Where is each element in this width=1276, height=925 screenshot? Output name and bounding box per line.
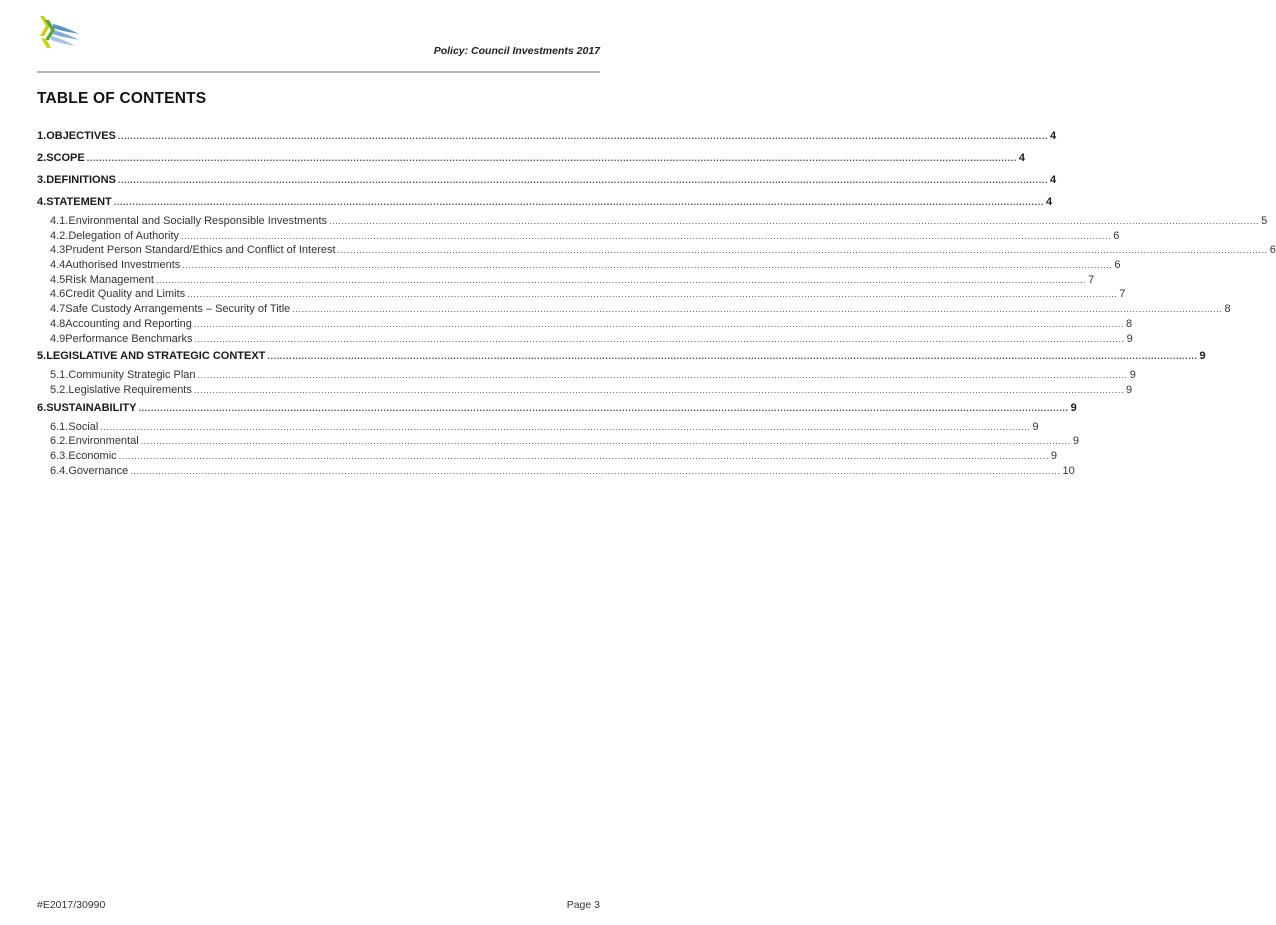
toc-dot-leader: ............................................................................................................................................................................................................................................................................................................	[86, 153, 1017, 163]
toc-entry-label: SUSTAINABILITY	[46, 401, 137, 414]
toc-entry-page: 9	[1050, 449, 1057, 462]
toc-entry-label: Environmental and Socially Responsible Investments	[68, 215, 327, 227]
toc-entry-number: 6.1.	[50, 420, 69, 433]
toc-subsection-entry[interactable]	[37, 383, 1133, 399]
toc-entry-page: 6	[1269, 244, 1276, 257]
toc-section-entry[interactable]	[37, 196, 1053, 215]
toc-subsection-entry[interactable]	[37, 435, 1079, 450]
toc-dot-leader: ............................................................................................................................................................................................................................................................................................................	[117, 175, 1049, 185]
toc-subsection-entry[interactable]	[37, 449, 1057, 465]
toc-section-entry[interactable]	[37, 401, 1077, 421]
toc-entry-label: DEFINITIONS	[46, 174, 116, 186]
toc-entry-number: 5.1.	[50, 369, 69, 382]
toc-entry-page: 8	[1224, 303, 1231, 316]
toc-section-entry[interactable]	[37, 350, 1206, 369]
document-reference: #E2017/30990	[37, 899, 106, 911]
toc-entry-number: 6.	[37, 401, 47, 414]
toc-entry-label: Accounting and Reporting	[65, 317, 192, 330]
toc-dot-leader: ............................................................................................................................................................................................................................................................................................................	[292, 304, 1223, 315]
toc-dot-leader: ............................................................................................................................................................................................................................................................................................................	[118, 450, 1049, 461]
toc-entry-page: 6	[1113, 229, 1120, 242]
toc-entry-label: STATEMENT	[46, 196, 112, 208]
toc-subsection-entry[interactable]	[37, 215, 1268, 230]
council-logo-icon	[37, 14, 81, 52]
toc-entry-number: 5.	[37, 350, 47, 363]
toc-entry-number: 2.	[37, 152, 47, 164]
toc-entry-page: 4	[1018, 152, 1025, 164]
toc-subsection-entry[interactable]	[37, 259, 1121, 274]
toc-entry-label: Environmental	[68, 435, 139, 448]
toc-entry-page: 4	[1050, 174, 1057, 186]
toc-subsection-entry[interactable]	[37, 229, 1120, 245]
toc-section-entry[interactable]	[37, 130, 1057, 149]
toc-dot-leader: ............................................................................................................................................................................................................................................................................................................	[267, 351, 1198, 362]
toc-entry-page: 9	[1129, 369, 1136, 382]
toc-entry-number: 4.	[37, 196, 47, 208]
page-number: Page 3	[566, 899, 600, 911]
toc-entry-label: Delegation of Authority	[68, 229, 180, 242]
toc-section-entry[interactable]	[37, 174, 1057, 193]
toc-entry-number: 1.	[37, 130, 47, 142]
toc-subsection-entry[interactable]	[37, 420, 1039, 436]
toc-subsection-entry[interactable]	[37, 464, 1075, 480]
toc-subsection-entry[interactable]	[37, 288, 1126, 303]
toc-dot-leader: ............................................................................................................................................................................................................................................................................................................	[181, 230, 1112, 241]
header-divider	[37, 71, 600, 73]
toc-subsection-entry[interactable]	[37, 244, 1276, 259]
toc-entry-number: 4.6	[50, 288, 66, 301]
toc-subsection-entry[interactable]	[37, 273, 1095, 289]
toc-entry-label: Performance Benchmarks	[65, 332, 193, 345]
toc-entry-label: Governance	[68, 464, 129, 477]
toc-entry-label: Prudent Person Standard/Ethics and Conflict of Interest	[65, 244, 336, 257]
toc-entry-number: 4.3	[50, 244, 66, 257]
table-of-contents	[37, 130, 1276, 479]
toc-entry-number: 4.1.	[50, 215, 69, 227]
toc-subsection-entry[interactable]	[37, 369, 1136, 384]
toc-entry-label: Authorised Investments	[65, 259, 181, 272]
toc-entry-page: 7	[1088, 273, 1095, 286]
toc-dot-leader: ............................................................................................................................................................................................................................................................................................................	[140, 436, 1071, 447]
toc-entry-number: 6.2.	[50, 435, 69, 448]
toc-entry-number: 5.2.	[50, 383, 69, 396]
toc-entry-label: Credit Quality and Limits	[65, 288, 186, 301]
toc-entry-number: 4.5	[50, 273, 66, 286]
toc-dot-leader: ............................................................................................................................................................................................................................................................................................................	[329, 216, 1260, 226]
toc-dot-leader: ............................................................................................................................................................................................................................................................................................................	[113, 197, 1044, 207]
toc-entry-label: OBJECTIVES	[46, 130, 116, 142]
toc-entry-number: 4.9	[50, 332, 66, 345]
toc-dot-leader: ............................................................................................................................................................................................................................................................................................................	[100, 421, 1031, 432]
toc-dot-leader: ............................................................................................................................................................................................................................................................................................................	[337, 245, 1268, 256]
toc-entry-label: LEGISLATIVE AND STRATEGIC CONTEXT	[46, 350, 266, 363]
toc-entry-page: 8	[1126, 317, 1133, 330]
toc-entry-label: Legislative Requirements	[68, 383, 192, 396]
toc-subsection-entry[interactable]	[37, 317, 1133, 333]
toc-entry-number: 6.3.	[50, 449, 69, 462]
toc-dot-leader: ............................................................................................................................................................................................................................................................................................................	[187, 289, 1118, 300]
toc-dot-leader: ............................................................................................................................................................................................................................................................................................................	[193, 318, 1125, 329]
toc-section-entry[interactable]	[37, 152, 1025, 171]
toc-entry-label: SCOPE	[46, 152, 85, 164]
toc-entry-number: 4.8	[50, 317, 66, 330]
policy-title: Policy: Council Investments 2017	[433, 45, 600, 57]
toc-subsection-entry[interactable]	[37, 332, 1133, 348]
toc-dot-leader: ............................................................................................................................................................................................................................................................................................................	[182, 260, 1113, 271]
toc-entry-page: 9	[1199, 350, 1206, 363]
toc-entry-page: 9	[1072, 435, 1079, 448]
toc-entry-number: 4.2.	[50, 229, 69, 242]
toc-dot-leader: ............................................................................................................................................................................................................................................................................................................	[197, 370, 1128, 381]
toc-entry-number: 4.7	[50, 303, 66, 316]
toc-entry-number: 3.	[37, 174, 47, 186]
toc-entry-page: 6	[1114, 259, 1121, 272]
toc-heading: TABLE OF CONTENTS	[37, 90, 207, 107]
toc-entry-page: 7	[1119, 288, 1126, 301]
toc-entry-page: 4	[1050, 130, 1057, 142]
toc-dot-leader: ............................................................................................................................................................................................................................................................................................................	[193, 384, 1125, 395]
toc-entry-label: Safe Custody Arrangements – Security of Title	[65, 303, 291, 316]
toc-dot-leader: ............................................................................................................................................................................................................................................................................................................	[194, 333, 1125, 344]
toc-subsection-entry[interactable]	[37, 303, 1231, 318]
toc-entry-page: 4	[1045, 196, 1053, 208]
toc-entry-page: 9	[1032, 420, 1039, 433]
toc-entry-label: Risk Management	[65, 273, 154, 286]
toc-entry-page: 9	[1126, 383, 1133, 396]
toc-entry-number: 6.4.	[50, 464, 69, 477]
toc-entry-page: 9	[1126, 332, 1133, 345]
toc-entry-label: Economic	[68, 449, 117, 462]
toc-dot-leader: ............................................................................................................................................................................................................................................................................................................	[130, 465, 1061, 476]
toc-dot-leader: ............................................................................................................................................................................................................................................................................................................	[117, 131, 1049, 141]
toc-dot-leader: ............................................................................................................................................................................................................................................................................................................	[138, 402, 1069, 413]
toc-entry-number: 4.4	[50, 259, 66, 272]
toc-entry-label: Community Strategic Plan	[68, 369, 196, 382]
toc-entry-page: 5	[1261, 215, 1268, 227]
toc-entry-page: 9	[1070, 401, 1077, 414]
toc-dot-leader: ............................................................................................................................................................................................................................................................................................................	[155, 274, 1087, 285]
toc-entry-label: Social	[68, 420, 99, 433]
toc-entry-page: 10	[1062, 464, 1075, 477]
